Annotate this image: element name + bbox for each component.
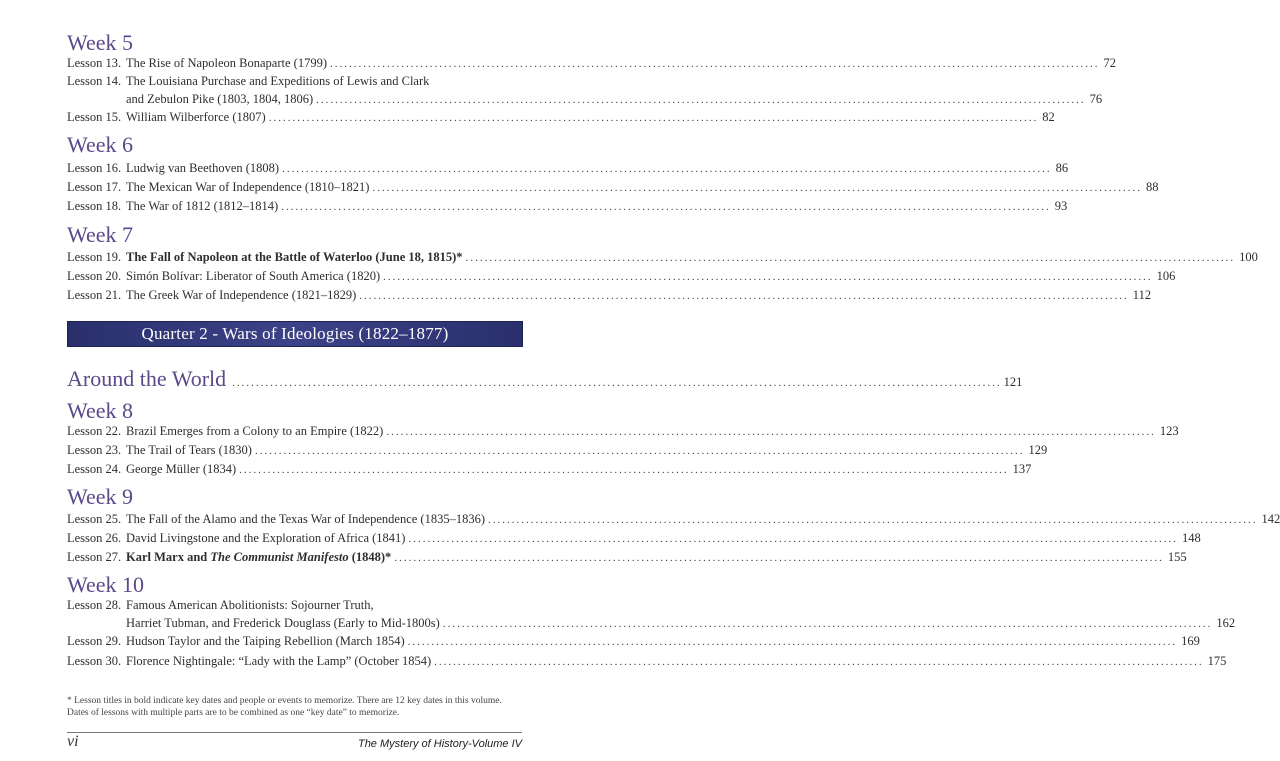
lesson-number: Lesson 13. [67,56,122,70]
toc-entry-lesson-25 [67,510,1280,528]
toc-entry-lesson-26 [67,529,1201,547]
page-number: 155 [1167,550,1187,564]
page-number: 148 [1181,531,1201,545]
page-number: 112 [1132,288,1152,302]
footer-rule [67,732,522,733]
page-number: 123 [1159,424,1179,438]
lesson-number: Lesson 20. [67,269,122,283]
footnote-line: Dates of lessons with multiple parts are to be combined as one “key date” to memorize. [67,708,400,718]
lesson-title: William Wilberforce (1807) [126,110,266,124]
dot-leader [281,198,1051,216]
toc-entry-lesson-17 [67,178,1159,196]
lesson-number: Lesson 24. [67,462,122,476]
lesson-title-part: Karl Marx and [126,550,211,564]
week-7-heading: Week 7 [67,222,134,247]
toc-entry-lesson-18 [67,197,1068,215]
week-8-heading: Week 8 [67,398,134,423]
lesson-title: Ludwig van Beethoven (1808) [126,161,280,175]
page-number: 100 [1239,250,1258,264]
lesson-title: Simón Bolívar: Liberator of South America (1820) [126,269,381,283]
lesson-title-part: (1848)* [348,550,392,564]
lesson-title: The Fall of the Alamo and the Texas War of Independence (1835–1836) [126,512,486,526]
lesson-number: Lesson 30. [67,654,122,668]
toc-entry-lesson-20 [67,267,1176,285]
lesson-number: Lesson 25. [67,512,122,526]
toc-entry-lesson-15 [67,108,1055,126]
lesson-title: The Louisiana Purchase and Expeditions of Lewis and Clark [126,74,430,88]
page-number: 129 [1028,443,1048,457]
page-number: 121 [1003,375,1023,389]
lesson-number: Lesson 22. [67,424,122,438]
page-number: 162 [1216,616,1236,630]
lesson-title: The Mexican War of Independence (1810–1821) [126,180,370,194]
toc-entry-lesson-13 [67,54,1116,72]
page-number: 93 [1054,199,1068,213]
toc-entry-lesson-21 [67,286,1152,304]
lesson-number: Lesson 23. [67,443,122,457]
dot-leader [359,287,1129,305]
week-5-heading: Week 5 [67,30,134,55]
lesson-number: Lesson 27. [67,550,122,564]
lesson-number: Lesson 15. [67,110,122,124]
toc-entry-lesson-28 [67,596,1236,632]
page-number: 142 [1261,512,1280,526]
lesson-title: The Rise of Napoleon Bonaparte (1799) [126,56,327,70]
toc-entry-lesson-14 [67,72,1103,108]
lesson-title-key-date [126,548,391,566]
dot-leader [330,55,1100,73]
dot-leader [255,442,1025,460]
toc-entry-lesson-24 [67,460,1032,478]
dot-leader [282,160,1052,178]
lesson-number: Lesson 28. [67,598,122,612]
dot-leader [408,530,1178,548]
lesson-title: The War of 1812 (1812–1814) [126,199,279,213]
toc-entry-around-the-world [67,366,1023,392]
lesson-title: Famous American Abolitionists: Sojourner Truth, [126,598,374,612]
week-9-heading: Week 9 [67,484,134,509]
toc-entry-lesson-30 [67,652,1227,670]
page-number: 169 [1181,634,1200,648]
around-the-world-heading: Around the World [67,366,227,391]
lesson-title-italic-part: The Communist Manifesto [210,550,349,564]
dot-leader [443,615,1213,633]
page-number: 72 [1103,56,1116,70]
lesson-number: Lesson 18. [67,199,122,213]
dot-leader [434,653,1204,671]
dot-leader [488,511,1258,529]
lesson-title-key-date: The Fall of Napoleon at the Battle of Waterloo (June 18, 1815)* [126,250,463,264]
dot-leader [372,179,1142,197]
lesson-number: Lesson 29. [67,634,122,648]
week-10-heading: Week 10 [67,572,145,597]
dot-leader [383,268,1153,286]
dot-leader [466,249,1236,267]
dot-leader [394,549,1164,567]
page-number: 82 [1042,110,1055,124]
lesson-title: Hudson Taylor and the Taiping Rebellion (March 1854) [126,634,405,648]
page-number: 175 [1207,654,1227,668]
toc-entry-lesson-27 [67,548,1187,566]
lesson-number: Lesson 14. [67,74,122,88]
lesson-title: The Greek War of Independence (1821–1829) [126,288,357,302]
quarter-banner [67,321,523,347]
lesson-number: Lesson 16. [67,161,122,175]
page-number: 86 [1055,161,1069,175]
quarter-banner-title: Quarter 2 - Wars of Ideologies (1822–1877) [141,324,449,343]
lesson-title: The Trail of Tears (1830) [126,443,252,457]
dot-leader [386,423,1156,441]
lesson-number: Lesson 19. [67,250,122,264]
lesson-title: George Müller (1834) [126,462,237,476]
dot-leader [232,377,1002,389]
dot-leader [316,91,1086,109]
lesson-title: Brazil Emerges from a Colony to an Empire (1822) [126,424,384,438]
running-book-title: The Mystery of History-Volume IV [357,738,522,750]
toc-entry-lesson-19 [67,248,1258,266]
lesson-title: David Livingstone and the Exploration of Africa (1841) [126,531,406,545]
footnote [67,695,537,719]
page-folio: vi [67,733,79,750]
lesson-number: Lesson 26. [67,531,122,545]
toc-entry-lesson-29 [67,632,1200,650]
dot-leader [408,633,1178,651]
toc-entry-lesson-23 [67,441,1048,459]
toc-entry-lesson-22 [67,422,1179,440]
footnote-line: * Lesson titles in bold indicate key dates and people or events to memorize. There are 12 key dates in this volume. [67,696,502,706]
page-number: 88 [1145,180,1159,194]
dot-leader [269,109,1039,127]
dot-leader [239,461,1009,479]
toc-entry-lesson-16 [67,159,1069,177]
lesson-title: Florence Nightingale: “Lady with the Lamp” (October 1854) [126,654,432,668]
page-number: 137 [1012,462,1032,476]
page-number: 76 [1089,92,1103,106]
lesson-number: Lesson 21. [67,288,122,302]
page-number: 106 [1156,269,1176,283]
lesson-title-continued: and Zebulon Pike (1803, 1804, 1806) [126,92,314,106]
lesson-number: Lesson 17. [67,180,122,194]
lesson-title-continued: Harriet Tubman, and Frederick Douglass (Early to Mid-1800s) [126,616,440,630]
week-6-heading: Week 6 [67,132,134,157]
